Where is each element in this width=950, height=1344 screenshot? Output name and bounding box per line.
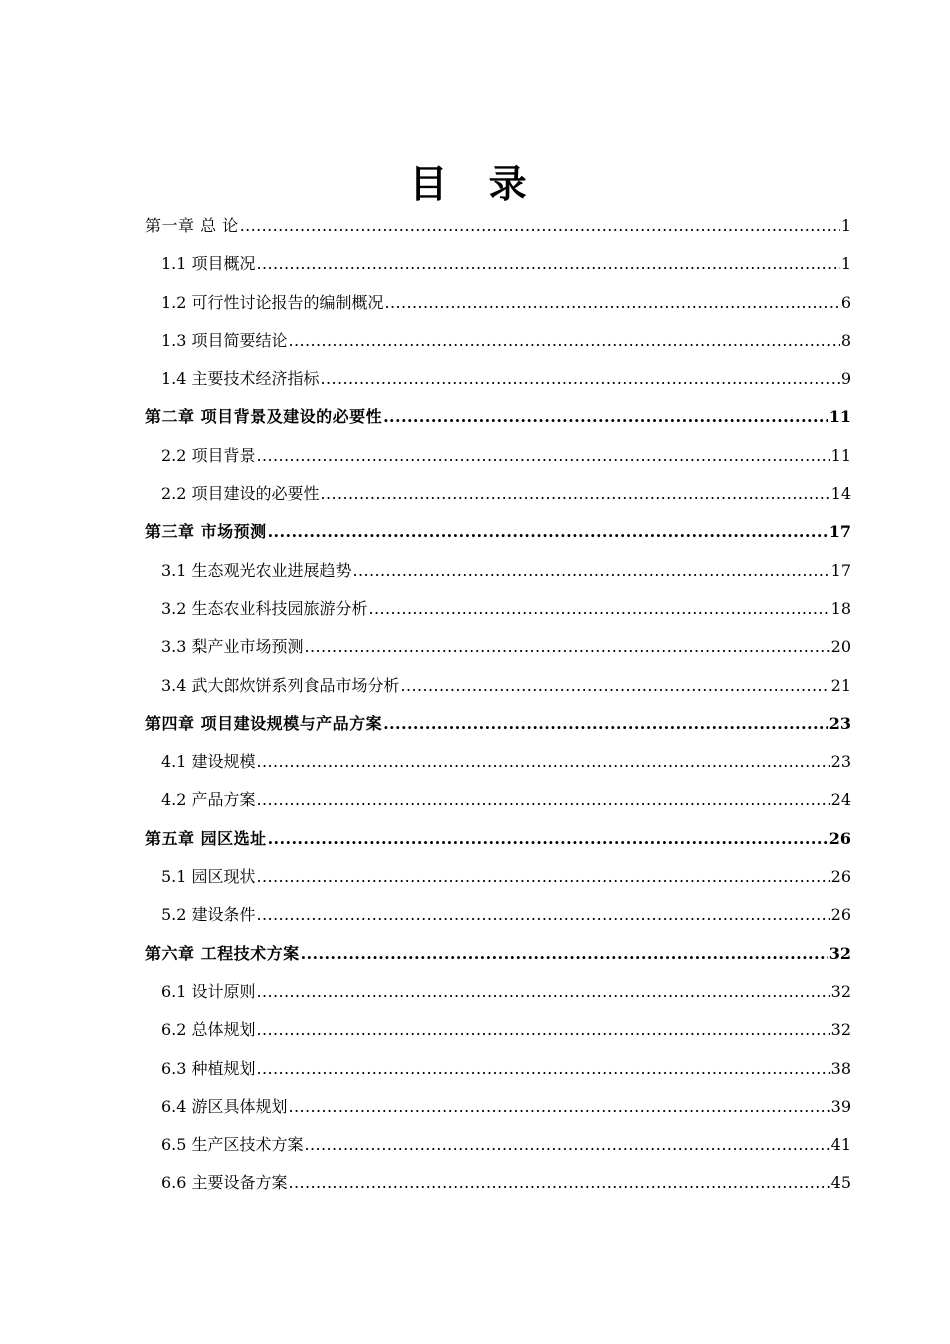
page-title: 目 录 xyxy=(409,161,541,207)
toc-page-number: 41 xyxy=(830,1135,851,1155)
toc-entry-label: 第六章 工程技术方案 xyxy=(145,943,300,963)
toc-entry[interactable] xyxy=(145,590,851,628)
toc-dot-leader xyxy=(289,1164,830,1202)
toc-entry[interactable] xyxy=(145,858,851,896)
toc-entry-label: 6.5 生产区技术方案 xyxy=(161,1135,304,1155)
toc-page-number: 45 xyxy=(830,1173,851,1193)
toc-page-number: 9 xyxy=(840,369,851,389)
table-of-contents xyxy=(145,207,851,1203)
toc-entry-label: 3.3 梨产业市场预测 xyxy=(161,637,304,657)
toc-page-number: 11 xyxy=(830,445,851,465)
toc-dot-leader xyxy=(321,475,830,513)
toc-entry-label: 3.4 武大郎炊饼系列食品市场分析 xyxy=(161,675,400,695)
toc-entry-label: 第三章 市场预测 xyxy=(145,522,267,542)
toc-entry-label: 4.2 产品方案 xyxy=(161,790,256,810)
toc-page-number: 6 xyxy=(840,292,851,312)
toc-entry[interactable] xyxy=(145,398,851,436)
toc-dot-leader xyxy=(257,973,830,1011)
toc-entry[interactable] xyxy=(145,245,851,283)
toc-page-number: 24 xyxy=(830,790,851,810)
toc-page-number: 38 xyxy=(830,1058,851,1078)
toc-page-number: 20 xyxy=(830,637,851,657)
toc-dot-leader xyxy=(385,284,840,322)
toc-entry-label: 1.3 项目简要结论 xyxy=(161,330,288,350)
toc-entry[interactable] xyxy=(145,781,851,819)
toc-page-number: 21 xyxy=(830,675,851,695)
toc-entry-label: 2.2 项目背景 xyxy=(161,445,256,465)
toc-dot-leader xyxy=(401,667,830,705)
toc-entry[interactable] xyxy=(145,1126,851,1164)
toc-dot-leader xyxy=(321,360,840,398)
toc-entry-label: 1.2 可行性讨论报告的编制概况 xyxy=(161,292,384,312)
toc-entry[interactable] xyxy=(145,1164,851,1202)
toc-entry-label: 第二章 项目背景及建设的必要性 xyxy=(145,407,383,427)
toc-entry[interactable] xyxy=(145,705,851,743)
toc-entry[interactable] xyxy=(145,667,851,705)
toc-entry[interactable] xyxy=(145,437,851,475)
toc-dot-leader xyxy=(268,513,828,551)
toc-dot-leader xyxy=(305,1126,830,1164)
toc-page-number: 23 xyxy=(828,713,851,733)
toc-entry-label: 1.4 主要技术经济指标 xyxy=(161,369,320,389)
toc-page-number: 17 xyxy=(830,560,851,580)
toc-entry-label: 第一章 总 论 xyxy=(145,216,239,235)
toc-dot-leader xyxy=(257,437,830,475)
toc-entry-label: 5.1 园区现状 xyxy=(161,867,256,887)
toc-dot-leader xyxy=(383,398,828,436)
toc-dot-leader xyxy=(257,1011,830,1049)
toc-dot-leader xyxy=(353,552,830,590)
toc-dot-leader xyxy=(240,207,840,245)
toc-dot-leader xyxy=(289,1088,830,1126)
toc-dot-leader xyxy=(257,743,830,781)
toc-entry-label: 6.6 主要设备方案 xyxy=(161,1173,288,1193)
toc-dot-leader xyxy=(383,705,828,743)
toc-page-number: 26 xyxy=(830,867,851,887)
toc-entry[interactable] xyxy=(145,1088,851,1126)
toc-entry[interactable] xyxy=(145,284,851,322)
toc-entry[interactable] xyxy=(145,973,851,1011)
toc-entry-label: 2.2 项目建设的必要性 xyxy=(161,484,320,504)
toc-entry[interactable] xyxy=(145,207,851,245)
toc-entry-label: 6.1 设计原则 xyxy=(161,981,256,1001)
toc-page-number: 32 xyxy=(830,1020,851,1040)
toc-page-number: 32 xyxy=(828,943,851,963)
toc-entry[interactable] xyxy=(145,513,851,551)
toc-entry[interactable] xyxy=(145,935,851,973)
toc-entry[interactable] xyxy=(145,552,851,590)
toc-entry[interactable] xyxy=(145,1011,851,1049)
toc-dot-leader xyxy=(369,590,830,628)
toc-entry[interactable] xyxy=(145,743,851,781)
toc-page-number: 23 xyxy=(830,752,851,772)
toc-page-number: 26 xyxy=(828,828,851,848)
toc-entry-label: 6.2 总体规划 xyxy=(161,1020,256,1040)
toc-page-number: 1 xyxy=(840,254,851,274)
toc-entry-label: 6.3 种植规划 xyxy=(161,1058,256,1078)
toc-entry[interactable] xyxy=(145,896,851,934)
toc-dot-leader xyxy=(268,820,828,858)
toc-entry-label: 6.4 游区具体规划 xyxy=(161,1096,288,1116)
toc-dot-leader xyxy=(257,245,840,283)
toc-entry[interactable] xyxy=(145,628,851,666)
toc-page-number: 39 xyxy=(830,1096,851,1116)
toc-page-number: 17 xyxy=(828,522,851,542)
toc-page-number: 32 xyxy=(830,981,851,1001)
toc-page-number: 1 xyxy=(840,216,851,235)
toc-page-number: 26 xyxy=(830,905,851,925)
toc-page-number: 18 xyxy=(830,598,851,618)
toc-entry-label: 4.1 建设规模 xyxy=(161,752,256,772)
toc-entry-label: 第四章 项目建设规模与产品方案 xyxy=(145,713,383,733)
toc-page-number: 11 xyxy=(828,407,851,427)
toc-dot-leader xyxy=(257,858,830,896)
toc-entry[interactable] xyxy=(145,820,851,858)
toc-page-number: 14 xyxy=(830,484,851,504)
toc-entry-label: 5.2 建设条件 xyxy=(161,905,256,925)
toc-entry[interactable] xyxy=(145,322,851,360)
toc-entry[interactable] xyxy=(145,1050,851,1088)
toc-entry[interactable] xyxy=(145,475,851,513)
toc-dot-leader xyxy=(305,628,830,666)
toc-page-number: 8 xyxy=(840,330,851,350)
toc-entry[interactable] xyxy=(145,360,851,398)
toc-entry-label: 第五章 园区选址 xyxy=(145,828,267,848)
toc-dot-leader xyxy=(301,935,828,973)
toc-dot-leader xyxy=(289,322,840,360)
toc-entry-label: 3.2 生态农业科技园旅游分析 xyxy=(161,598,368,618)
toc-dot-leader xyxy=(257,781,830,819)
toc-dot-leader xyxy=(257,1050,830,1088)
toc-entry-label: 3.1 生态观光农业进展趋势 xyxy=(161,560,352,580)
toc-entry-label: 1.1 项目概况 xyxy=(161,254,256,274)
toc-dot-leader xyxy=(257,896,830,934)
